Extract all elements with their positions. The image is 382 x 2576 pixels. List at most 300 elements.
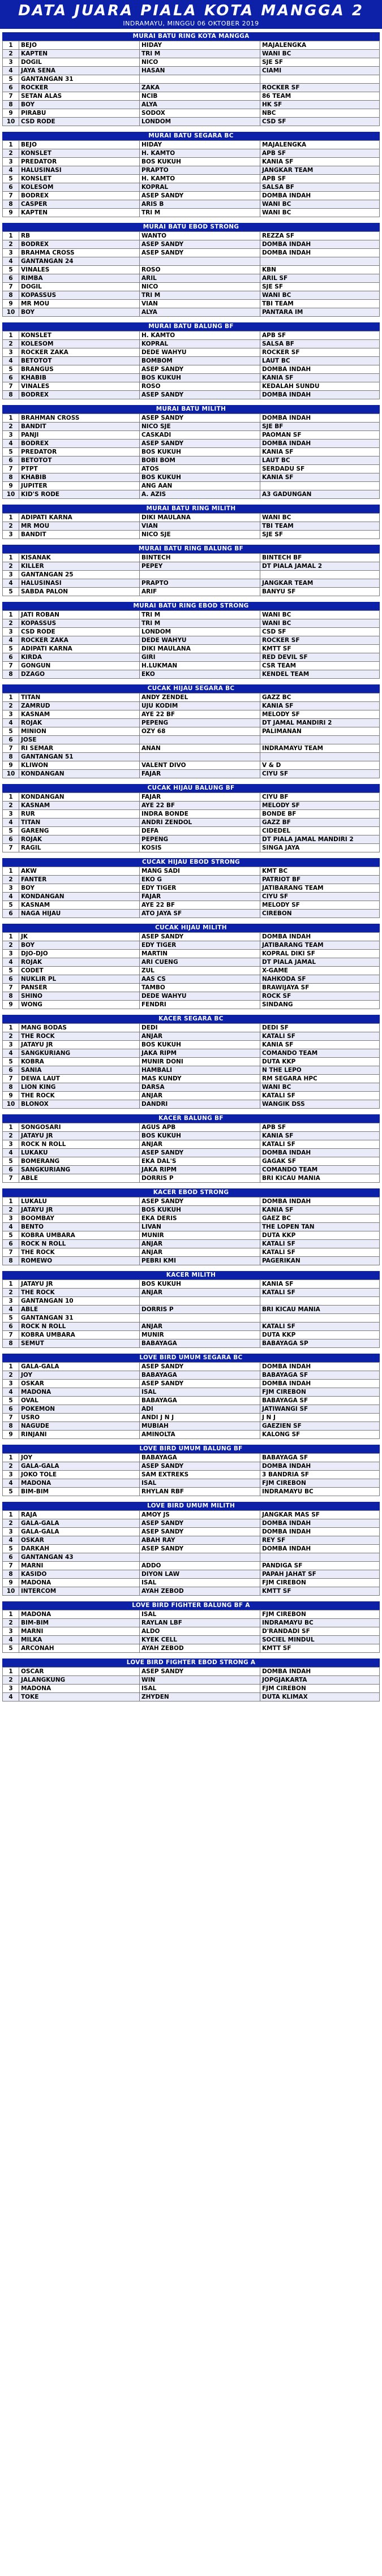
section-title: MURAI BATU EBOD STRONG <box>2 223 380 231</box>
owner-cell: FAJAR <box>140 793 260 802</box>
page-title: DATA JUARA PIALA KOTA MANGGA 2 <box>18 2 364 19</box>
table-row <box>3 736 380 744</box>
team-cell: CIAMI <box>260 67 380 75</box>
table-row <box>3 1405 380 1414</box>
owner-cell: ANJAR <box>140 1289 260 1297</box>
owner-cell: TRI M <box>140 50 260 58</box>
table-row <box>3 1166 380 1174</box>
table-row <box>3 84 380 92</box>
owner-cell: RHYLAN RBF <box>140 1488 260 1496</box>
table-row <box>3 1545 380 1553</box>
owner-cell: ARIF <box>140 588 260 596</box>
bird-name-cell: JK <box>19 933 140 941</box>
rank-cell: 8 <box>3 391 19 399</box>
table-row <box>3 554 380 562</box>
team-cell: APB SF <box>260 331 380 340</box>
rank-cell: 8 <box>3 1570 19 1579</box>
section-title: LOVE BIRD FIGHTER BALUNG BF A <box>2 1601 380 1610</box>
team-cell: THE LOPEN TAN <box>260 1223 380 1231</box>
owner-cell: VIAN <box>140 522 260 531</box>
rank-cell: 8 <box>3 1339 19 1348</box>
table-row <box>3 835 380 844</box>
bird-name-cell: KHABIB <box>19 473 140 482</box>
table-row <box>3 75 380 84</box>
owner-cell: ASEP SANDY <box>140 440 260 448</box>
results-section <box>2 1601 380 1653</box>
team-cell: KANIA SF <box>260 1041 380 1049</box>
rank-cell: 7 <box>3 1414 19 1422</box>
section-title: CUCAK HIJAU MILITH <box>2 924 380 932</box>
team-cell <box>260 1553 380 1562</box>
owner-cell: TRI M <box>140 611 260 619</box>
rank-cell: 5 <box>3 75 19 84</box>
owner-cell: MARTIN <box>140 950 260 958</box>
team-cell: BABAYAGA SF <box>260 1454 380 1462</box>
bird-name-cell: ADIPATI KARNA <box>19 514 140 522</box>
team-cell: GAEZIEN SF <box>260 1422 380 1431</box>
table-row <box>3 1528 380 1536</box>
team-cell: KALONG SF <box>260 1431 380 1439</box>
rank-cell: 5 <box>3 827 19 835</box>
bird-name-cell: PANSER <box>19 984 140 992</box>
rank-cell: 7 <box>3 1331 19 1339</box>
team-cell: MELODY SF <box>260 802 380 810</box>
bird-name-cell: BEJO <box>19 141 140 149</box>
rank-cell: 8 <box>3 992 19 1001</box>
team-cell: J N J <box>260 1414 380 1422</box>
bird-name-cell: SANGKURIANG <box>19 1166 140 1174</box>
rank-cell: 2 <box>3 1371 19 1380</box>
rank-cell: 3 <box>3 571 19 579</box>
team-cell: RED DEVIL SF <box>260 653 380 662</box>
rank-cell: 4 <box>3 357 19 365</box>
section-title: KACER EBOD STRONG <box>2 1188 380 1197</box>
table-row <box>3 933 380 941</box>
rank-cell: 6 <box>3 456 19 465</box>
team-cell: TBI TEAM <box>260 522 380 531</box>
bird-name-cell: ROMEWO <box>19 1257 140 1265</box>
owner-cell: AYAH ZEBOD <box>140 1587 260 1596</box>
results-section <box>2 1188 380 1265</box>
owner-cell: MUNIR <box>140 1231 260 1240</box>
table-row <box>3 382 380 391</box>
table-row <box>3 1157 380 1166</box>
rank-cell: 7 <box>3 283 19 291</box>
table-row <box>3 1231 380 1240</box>
owner-cell: KOPRAL <box>140 183 260 192</box>
bird-name-cell: ROJAK <box>19 719 140 727</box>
table-row <box>3 1685 380 1693</box>
rank-cell: 9 <box>3 1092 19 1100</box>
bird-name-cell: GANTANGAN 43 <box>19 1553 140 1562</box>
owner-cell: ATO JAYA SF <box>140 910 260 918</box>
table-row <box>3 1422 380 1431</box>
table-row <box>3 950 380 958</box>
team-cell: KANIA SF <box>260 1280 380 1289</box>
rank-cell: 2 <box>3 802 19 810</box>
table-row <box>3 1431 380 1439</box>
bird-name-cell: LUKALU <box>19 1197 140 1206</box>
bird-name-cell: BOY <box>19 101 140 109</box>
rank-cell: 7 <box>3 844 19 852</box>
owner-cell: ASEP SANDY <box>140 1380 260 1388</box>
table-row <box>3 1066 380 1075</box>
bird-name-cell: RAJA <box>19 1511 140 1519</box>
team-cell: JANGKAR TEAM <box>260 579 380 588</box>
bird-name-cell: GALA-GALA <box>19 1519 140 1528</box>
results-table <box>2 513 380 539</box>
team-cell: DOMBA INDAH <box>260 240 380 249</box>
team-cell: GAZZ BC <box>260 693 380 702</box>
table-row <box>3 719 380 727</box>
table-row <box>3 636 380 645</box>
team-cell: SJE SF <box>260 58 380 67</box>
bird-name-cell: BOY <box>19 308 140 317</box>
bird-name-cell: BOMERANG <box>19 1157 140 1166</box>
table-row <box>3 753 380 761</box>
rank-cell: 9 <box>3 109 19 118</box>
table-row <box>3 431 380 440</box>
rank-cell: 4 <box>3 1223 19 1231</box>
bird-name-cell: KAPTEN <box>19 209 140 217</box>
owner-cell: ANJAR <box>140 1240 260 1248</box>
bird-name-cell: KONSLET <box>19 149 140 158</box>
rank-cell: 5 <box>3 1397 19 1405</box>
table-row <box>3 1579 380 1587</box>
rank-cell: 8 <box>3 670 19 679</box>
owner-cell: RAYLAN LBF <box>140 1619 260 1627</box>
table-row <box>3 514 380 522</box>
bird-name-cell: KOPASSUS <box>19 619 140 628</box>
rank-cell: 3 <box>3 1380 19 1388</box>
table-row <box>3 1371 380 1380</box>
owner-cell: ANDY ZENDEL <box>140 693 260 702</box>
results-section <box>2 684 380 778</box>
bird-name-cell: SANIA <box>19 1066 140 1075</box>
team-cell: KANIA SF <box>260 374 380 382</box>
team-cell: PAGERIKAN <box>260 1257 380 1265</box>
bird-name-cell: KONDANGAN <box>19 770 140 778</box>
rank-cell: 5 <box>3 175 19 183</box>
section-title: MURAI BATU RING MILITH <box>2 505 380 513</box>
owner-cell: MUBIAH <box>140 1422 260 1431</box>
rank-cell: 4 <box>3 819 19 827</box>
team-cell: KOPRAL DIKI SF <box>260 950 380 958</box>
bird-name-cell: MARNI <box>19 1562 140 1570</box>
bird-name-cell: JATAYU JR <box>19 1041 140 1049</box>
owner-cell: PEPEY <box>140 562 260 571</box>
table-row <box>3 300 380 308</box>
table-row <box>3 1289 380 1297</box>
bird-name-cell: MADONA <box>19 1685 140 1693</box>
table-row <box>3 958 380 967</box>
team-cell: COMANDO TEAM <box>260 1049 380 1058</box>
table-row <box>3 1123 380 1132</box>
owner-cell: ZAKA <box>140 84 260 92</box>
team-cell: HK SF <box>260 101 380 109</box>
team-cell: KANIA SF <box>260 448 380 456</box>
rank-cell: 2 <box>3 876 19 884</box>
bird-name-cell: THE ROCK <box>19 1032 140 1041</box>
bird-name-cell: KOPASSUS <box>19 291 140 300</box>
owner-cell: ANDI J N J <box>140 1414 260 1422</box>
rank-cell: 1 <box>3 1363 19 1371</box>
team-cell: DOMBA INDAH <box>260 933 380 941</box>
table-row <box>3 456 380 465</box>
table-row <box>3 611 380 619</box>
owner-cell: ASEP SANDY <box>140 249 260 257</box>
table-row <box>3 802 380 810</box>
section-title: CUCAK HIJAU BALUNG BF <box>2 784 380 792</box>
table-row <box>3 1206 380 1214</box>
table-row <box>3 448 380 456</box>
team-cell: KANIA SF <box>260 473 380 482</box>
team-cell: DUTA KKP <box>260 1331 380 1339</box>
owner-cell: KOSIS <box>140 844 260 852</box>
bird-name-cell: DEWA LAUT <box>19 1075 140 1083</box>
table-row <box>3 1519 380 1528</box>
owner-cell: ISAL <box>140 1579 260 1587</box>
table-row <box>3 1414 380 1422</box>
results-table <box>2 41 380 126</box>
rank-cell: 6 <box>3 1166 19 1174</box>
bird-name-cell: KAPTEN <box>19 50 140 58</box>
rank-cell: 5 <box>3 1545 19 1553</box>
table-row <box>3 1553 380 1562</box>
rank-cell: 9 <box>3 1431 19 1439</box>
owner-cell: EKA DAL'S <box>140 1157 260 1166</box>
team-cell: ARIL SF <box>260 274 380 283</box>
team-cell: WANI BC <box>260 619 380 628</box>
bird-name-cell: KONDANGAN <box>19 793 140 802</box>
owner-cell: BOS KUKUH <box>140 473 260 482</box>
owner-cell: TRI M <box>140 619 260 628</box>
rank-cell: 1 <box>3 1610 19 1619</box>
team-cell: KMTT SF <box>260 1587 380 1596</box>
owner-cell: WIN <box>140 1676 260 1685</box>
bird-name-cell: JUPITER <box>19 482 140 490</box>
team-cell: WANGIK DSS <box>260 1100 380 1109</box>
results-table <box>2 1667 380 1701</box>
rank-cell: 3 <box>3 710 19 719</box>
results-section <box>2 1445 380 1496</box>
team-cell: ROCKER SF <box>260 636 380 645</box>
table-row <box>3 670 380 679</box>
team-cell: 3 BANDRIA SF <box>260 1471 380 1479</box>
owner-cell: ALYA <box>140 101 260 109</box>
table-row <box>3 975 380 984</box>
owner-cell: ASEP SANDY <box>140 1545 260 1553</box>
results-section <box>2 223 380 317</box>
team-cell: INDRAMAYU TEAM <box>260 744 380 753</box>
owner-cell: CASKADI <box>140 431 260 440</box>
team-cell: DOMBA INDAH <box>260 1363 380 1371</box>
table-row <box>3 884 380 893</box>
rank-cell: 7 <box>3 1562 19 1570</box>
owner-cell: ADDO <box>140 1562 260 1570</box>
section-title: LOVE BIRD FIGHTER EBOD STRONG A <box>2 1659 380 1667</box>
team-cell: DT PIALA JAMAL <box>260 958 380 967</box>
team-cell: KANIA SF <box>260 702 380 710</box>
table-row <box>3 562 380 571</box>
bird-name-cell: MANG BODAS <box>19 1024 140 1032</box>
rank-cell: 6 <box>3 975 19 984</box>
team-cell: CIYU BF <box>260 793 380 802</box>
results-section <box>2 1271 380 1348</box>
rank-cell: 1 <box>3 1454 19 1462</box>
table-row <box>3 67 380 75</box>
owner-cell: FAJAR <box>140 770 260 778</box>
bird-name-cell: WONG <box>19 1001 140 1009</box>
results-table <box>2 140 380 217</box>
rank-cell: 5 <box>3 645 19 653</box>
results-table <box>2 1510 380 1596</box>
bird-name-cell: KONSLET <box>19 175 140 183</box>
table-row <box>3 1100 380 1109</box>
owner-cell: DANDRI <box>140 1100 260 1109</box>
owner-cell: DIYON LAW <box>140 1570 260 1579</box>
rank-cell: 4 <box>3 1479 19 1488</box>
owner-cell: ANJAR <box>140 1248 260 1257</box>
rank-cell: 8 <box>3 1083 19 1092</box>
team-cell: BONDE BF <box>260 810 380 819</box>
team-cell <box>260 753 380 761</box>
table-row <box>3 1462 380 1471</box>
table-row <box>3 1092 380 1100</box>
bird-name-cell: KLIWON <box>19 761 140 770</box>
team-cell: SALSA BF <box>260 340 380 348</box>
team-cell: DOMBA INDAH <box>260 365 380 374</box>
table-row <box>3 992 380 1001</box>
owner-cell: DEDE WAHYU <box>140 992 260 1001</box>
rank-cell: 2 <box>3 941 19 950</box>
table-row <box>3 1049 380 1058</box>
table-row <box>3 257 380 266</box>
team-cell: DOMBA INDAH <box>260 1149 380 1157</box>
rank-cell: 3 <box>3 1685 19 1693</box>
bird-name-cell: OSKAR <box>19 1380 140 1388</box>
table-row <box>3 702 380 710</box>
bird-name-cell: LION KING <box>19 1083 140 1092</box>
bird-name-cell: BOY <box>19 884 140 893</box>
team-cell: DOMBA INDAH <box>260 440 380 448</box>
table-row <box>3 1149 380 1157</box>
team-cell: ROCKER SF <box>260 84 380 92</box>
table-row <box>3 910 380 918</box>
rank-cell: 6 <box>3 1553 19 1562</box>
bird-name-cell: GANTANGAN 24 <box>19 257 140 266</box>
rank-cell: 1 <box>3 793 19 802</box>
rank-cell: 8 <box>3 291 19 300</box>
rank-cell: 5 <box>3 1058 19 1066</box>
owner-cell: DEDE WAHYU <box>140 348 260 357</box>
bird-name-cell: CODET <box>19 967 140 975</box>
table-row <box>3 1380 380 1388</box>
results-sections <box>0 29 382 1701</box>
bird-name-cell: BRAHMA CROSS <box>19 249 140 257</box>
table-row <box>3 331 380 340</box>
owner-cell: HIDAY <box>140 41 260 50</box>
team-cell: DOMBA INDAH <box>260 1380 380 1388</box>
bird-name-cell: PANJI <box>19 431 140 440</box>
rank-cell: 1 <box>3 693 19 702</box>
owner-cell: AYAH ZEBOD <box>140 1644 260 1653</box>
bird-name-cell: PIRABU <box>19 109 140 118</box>
owner-cell: EDY TIGER <box>140 941 260 950</box>
team-cell: MELODY SF <box>260 710 380 719</box>
team-cell <box>260 736 380 744</box>
team-cell: CSD SF <box>260 628 380 636</box>
team-cell: DT PIALA JAMAL 2 <box>260 562 380 571</box>
table-row <box>3 118 380 126</box>
team-cell: KMT BC <box>260 867 380 876</box>
results-table <box>2 1197 380 1265</box>
results-section <box>2 784 380 852</box>
rank-cell: 1 <box>3 867 19 876</box>
rank-cell: 10 <box>3 770 19 778</box>
bird-name-cell: ZAMRUD <box>19 702 140 710</box>
rank-cell: 7 <box>3 382 19 391</box>
team-cell: BRI KICAU MANIA <box>260 1174 380 1183</box>
owner-cell: H. KAMTO <box>140 175 260 183</box>
rank-cell: 1 <box>3 1668 19 1676</box>
rank-cell: 1 <box>3 554 19 562</box>
rank-cell: 4 <box>3 67 19 75</box>
team-cell: DUTA KKP <box>260 1231 380 1240</box>
rank-cell: 9 <box>3 1579 19 1587</box>
table-row <box>3 1676 380 1685</box>
results-table <box>2 1280 380 1348</box>
table-row <box>3 1083 380 1092</box>
team-cell: DOMBA INDAH <box>260 1462 380 1471</box>
team-cell: JANGKAR TEAM <box>260 166 380 175</box>
rank-cell: 5 <box>3 1231 19 1240</box>
team-cell: SINDANG <box>260 1001 380 1009</box>
bird-name-cell: KONDANGAN <box>19 893 140 901</box>
owner-cell: ASEP SANDY <box>140 365 260 374</box>
team-cell: WANI BC <box>260 1083 380 1092</box>
bird-name-cell: BIM-BIM <box>19 1619 140 1627</box>
rank-cell: 8 <box>3 1422 19 1431</box>
rank-cell: 8 <box>3 200 19 209</box>
rank-cell: 1 <box>3 611 19 619</box>
rank-cell: 2 <box>3 1032 19 1041</box>
owner-cell: A. AZIS <box>140 490 260 499</box>
section-title: MURAI BATU SEGARA BC <box>2 132 380 140</box>
bird-name-cell: LUKAKU <box>19 1149 140 1157</box>
team-cell: ROCKER SF <box>260 348 380 357</box>
team-cell: KENDEL TEAM <box>260 670 380 679</box>
rank-cell: 9 <box>3 300 19 308</box>
rank-cell: 3 <box>3 348 19 357</box>
owner-cell: BOS KUKUH <box>140 158 260 166</box>
team-cell: KATALI SF <box>260 1032 380 1041</box>
section-title: LOVE BIRD UMUM SEGARA BC <box>2 1354 380 1362</box>
table-row <box>3 200 380 209</box>
team-cell: KATALI SF <box>260 1248 380 1257</box>
results-table <box>2 610 380 679</box>
owner-cell: SODOX <box>140 109 260 118</box>
results-section <box>2 32 380 126</box>
team-cell: REZZA SF <box>260 232 380 240</box>
team-cell: DOMBA INDAH <box>260 1197 380 1206</box>
team-cell: APB SF <box>260 175 380 183</box>
rank-cell: 7 <box>3 1248 19 1257</box>
bird-name-cell: KOBRA UMBARA <box>19 1331 140 1339</box>
team-cell: KANIA SF <box>260 1206 380 1214</box>
rank-cell: 1 <box>3 514 19 522</box>
table-row <box>3 662 380 670</box>
